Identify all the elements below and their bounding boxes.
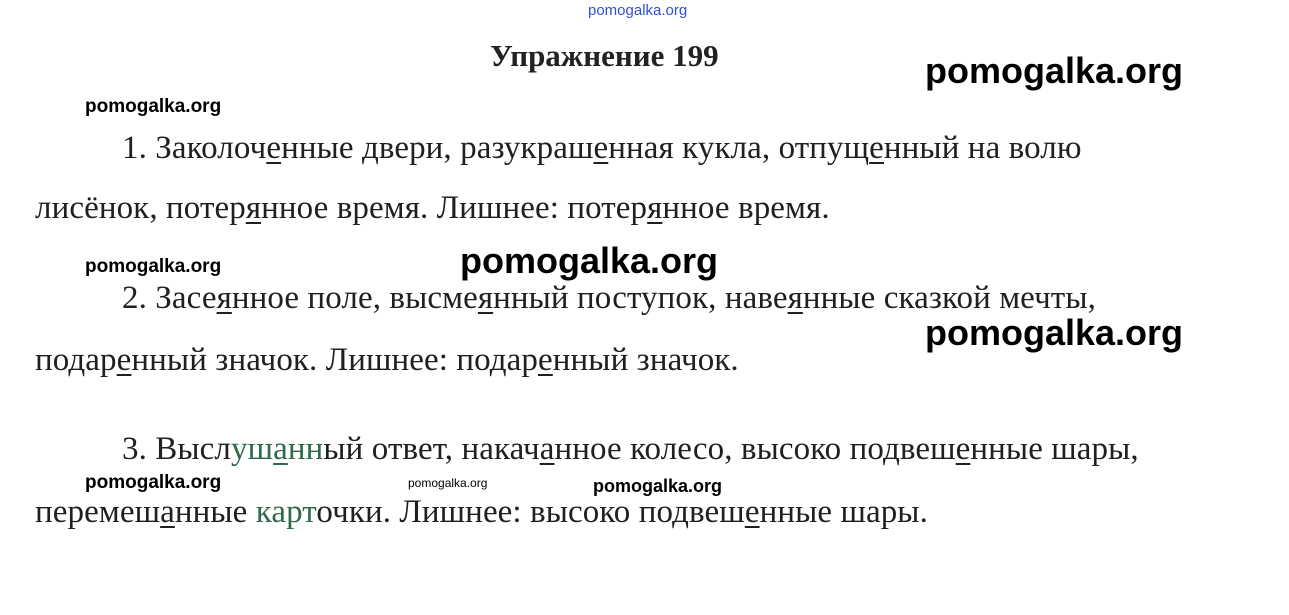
exercise-item-1-line-1: 1. Заколоченные двери, разукрашенная кукла, отпущенный на волю [122, 130, 1082, 166]
watermark: pomogalka.org [593, 476, 723, 496]
exercise-item-2-line-2: подаренный значок. Лишнее: подаренный значок. [35, 342, 739, 378]
watermark: pomogalka.org [408, 476, 488, 490]
watermark: pomogalka.org [85, 472, 222, 493]
watermark: pomogalka.org [925, 50, 1184, 91]
exercise-item-3-line-1: 3. Выслушанный ответ, накачанное колесо, высоко подвешенные шары, [122, 431, 1139, 467]
exercise-item-1-line-2: лисёнок, потерянное время. Лишнее: потерянное время. [35, 190, 830, 226]
watermark: pomogalka.org [85, 256, 222, 277]
watermark: pomogalka.org [460, 240, 719, 281]
watermark-top: pomogalka.org [588, 2, 688, 19]
watermark: pomogalka.org [85, 96, 222, 117]
exercise-item-3-line-2: перемешанные карточки. Лишнее: высоко подвешенные шары. [35, 494, 928, 530]
watermark: pomogalka.org [925, 312, 1184, 353]
page-title: Упражнение 199 [490, 38, 719, 73]
exercise-item-2-line-1: 2. Засеянное поле, высмеянный поступок, навеянные сказкой мечты, [122, 280, 1096, 316]
